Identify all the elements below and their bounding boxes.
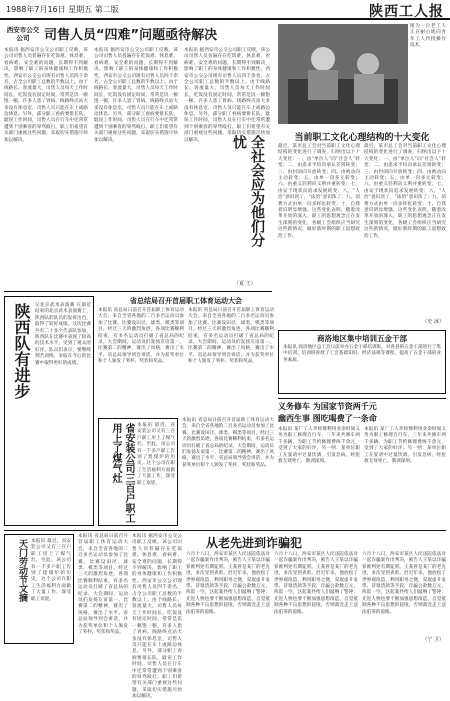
right-lower-body-col2: 本报讯 某厂工人李师傅利用业余时间义务为职工修理自行车，三年来共修车两千多辆，为职工节约修理费两千余元，受到了大家的好评。另一则：某单位职工在宴请中过量饮酒，引发急病，经抢救无效死亡，教训深刻。: [364, 427, 446, 465]
right-lower-news: [278, 398, 446, 526]
left-feature-body: 记北京武术表演赛 在最近结束的北京武术表演赛上，陕西队的队员们发挥出色，取得了较好成绩。这次比赛共有二十多个代表队参加，陕西队在比赛中表现了较高的技术水平，受到了观众的好评。队员们表示，要继续刻苦训练，争取在今后的比赛中取得更好的成绩。: [35, 303, 91, 366]
workers-photo: [278, 24, 408, 124]
gas-stove-body: 本报讯 最近，省安装公司又有三百户职工用上了煤气灶，至此，该公司有一千多户职工告别了烧煤炉的历史。这个公司在职工生活福利方面做了大量工作，深受职工欢迎。: [137, 423, 175, 486]
bottom-caption: （宁 卫）: [422, 637, 444, 643]
lead-headline: 司售人员“四难”问题亟待解决: [44, 28, 218, 43]
bottom-headline: 从老先进到诈骗犯: [206, 536, 303, 550]
right-lower-subheadline: 幽西生事 图吃喝费了一条命: [278, 414, 377, 423]
bottom-mid-col2: 本报讯 据西安市公交公司职工反映，该公司司售人员普遍存在吃饭难、休息难、看病难、安全难的问题，长期得不到解决，影响了职工的身体健康和工作积极性。西安市公交公司现有司售人员四千余名，占全公司职工总数的半数以上。由于线路长、客流量大，司售人员每天工作时间长，吃饭没有固定时间，常常是饥一顿饱一顿，许多人患了胃病。线路终点站大多没有休息室，司售人员只能在车上或路边休息。另外，部分职工看病要排长队，耽误工作时间，司售人员在行车中还常常遭到个别乘客的辱骂殴打。职工们希望有关部门重视这些问题，采取切实措施尽快加以解决。: [132, 534, 182, 700]
training-headline: 商洛地区集中培训五金干部: [317, 334, 407, 343]
culture-caption: （史 冰）: [422, 319, 444, 325]
training-body: 本报讯 商洛地区总工会日前举办五金干部培训班，对各县的五金干部进行了集中培训。培训班讲授了工会基础知识、经济法规等课程，提高了五金干部的业务素质。: [283, 345, 441, 363]
masthead: [0, 0, 450, 20]
lead-kicker: 西安市公交公司: [6, 26, 40, 42]
left-feature-title: 陕西队有进步: [12, 303, 31, 399]
training-news-box: [278, 330, 446, 394]
lead-body-col3: 本报讯 据西安市公交公司职工反映，该公司司售人员普遍存在吃饭难、休息难、看病难、安全难的问题，长期得不到解决，影响了职工的身体健康和工作积极性。西安市公交公司现有司售人员四千余名，占全公司职工总数的半数以上。由于线路长、客流量大，司售人员每天工作时间长，吃饭没有固定时间，常常是饥一顿饱一顿，许多人患了胃病。线路终点站大多没有休息室，司售人员只能在车上或路边休息。另外，部分职工看病要排长队，耽误工作时间，司售人员在行车中还常常遭到个别乘客的辱骂殴打。职工们希望有关部门重视这些问题，采取切实措施尽快加以解决。: [184, 48, 270, 143]
culture-article: [278, 130, 446, 326]
lead-caption: （夏 王）: [234, 281, 256, 287]
digest-stamp: [4, 534, 74, 644]
bottom-mid-col1: 本报讯 省总局日前召开首届职工体育运动大会，来自全省各地的二百多名运动员参加了比赛。比赛设田径、球类、棋类等项目。经过三天的激烈角逐，各项比赛顺利结束，有多名运动员打破了省总局的纪录。大会期间，运动员们发扬友谊第一、比赛第二的精神，赛出了风格，赛出了水平。省总局领导到会讲话，并为获奖单位和个人颁发了奖杯、奖状和奖品。: [78, 534, 128, 636]
digest-stamp-body: 本报讯 最近，省安装公司又有三百户职工用上了煤气灶，至此，该公司有一千多户职工告别了烧煤炉的历史。这个公司在职工生活福利方面做了大量工作，深受职工欢迎。: [31, 539, 71, 602]
mid-news-body: 本报讯 省总局日前召开首届职工体育运动大会，来自全省各地的二百多名运动员参加了比赛。比赛设田径、球类、棋类等项目。经过三天的激烈角逐，各项比赛顺利结束，有多名运动员打破了省总局的纪录。大会期间，运动员们发扬友谊第一、比赛第二的精神，赛出了风格，赛出了水平。省总局领导到会讲话，并为获奖单位和个人颁发了奖杯、奖状和奖品。: [182, 418, 274, 468]
column-title: 全社会应为他们分忧: [231, 135, 265, 247]
newspaper-name: 陕西工人报: [369, 4, 444, 20]
sports-body-col2: 本报讯 省总局日前召开首届职工体育运动大会，来自全省各地的二百多名运动员参加了比赛。比赛设田径、球类、棋类等项目。经过三天的激烈角逐，各项比赛顺利结束，有多名运动员打破了省总局的纪录。大会期间，运动员们发扬友谊第一、比赛第二的精神，赛出了风格，赛出了水平。省总局领导到会讲话，并为获奖单位和个人颁发了奖杯、奖状和奖品。: [188, 308, 274, 365]
sports-headline: 省总结局召开首届职工体育运动大会: [130, 297, 242, 305]
workers-photo-image: [278, 24, 408, 124]
right-lower-body-col1: 本报讯 某厂工人李师傅利用业余时间义务为职工修理自行车，三年来共修车两千多辆，为职工节约修理费两千余元，受到了大家的好评。另一则：某单位职工在宴请中过量饮酒，引发急病，经抢救无效死亡，教训深刻。: [278, 427, 360, 465]
bottom-body-col1: 六月十八日，西安市某区人民法院依法对一起诈骗案作出判决，被告人王某以诈骗罪被判处有期徒刑。王某曾是某厂的老先进，多次受到表彰。但近年来，他放松了世界观改造，利用职务之便，采取虚开发票、冒领货款等手段，诈骗公款数万元，挥霍一空。这起案件给人们敲响了警钟：先进人物也要不断加强思想改造，自觉抵制各种不良思想的侵蚀，否则就会走上违法犯罪的道路。: [186, 552, 270, 615]
photo-side-text: 图为一位老工人正在耐心地向青年工人传授操作技术。: [410, 24, 446, 49]
bottom-feature: [186, 534, 446, 644]
right-lower-headline: 义务修车 为国家节资两千元: [278, 402, 377, 411]
sports-body-col1: 本报讯 省总局日前召开首届职工体育运动大会，来自全省各地的二百多名运动员参加了比赛。比赛设田径、球类、棋类等项目。经过三天的激烈角逐，各项比赛顺利结束，有多名运动员打破了省总局的纪录。大会期间，运动员们发扬友谊第一、比赛第二的精神，赛出了风格，赛出了水平。省总局领导到会讲话，并为获奖单位和个人颁发了奖杯、奖状和奖品。: [98, 308, 184, 365]
gas-stove-news: [98, 418, 178, 526]
lead-body-col1: 本报讯 据西安市公交公司职工反映，该公司司售人员普遍存在吃饭难、休息难、看病难、安全难的问题，长期得不到解决，影响了职工的身体健康和工作积极性。西安市公交公司现有司售人员四千余名，占全公司职工总数的半数以上。由于线路长、客流量大，司售人员每天工作时间长，吃饭没有固定时间，常常是饥一顿饱一顿，许多人患了胃病。线路终点站大多没有休息室，司售人员只能在车上或路边休息。另外，部分职工看病要排长队，耽误工作时间，司售人员在行车中还常常遭到个别乘客的辱骂殴打。职工们希望有关部门重视这些问题，采取切实措施尽快加以解决。: [4, 48, 88, 143]
culture-body-col1: 最近，某市总工会对当前职工文化心理结构的变化进行了调查，归纳出以下十大变化：一、由“单位人”向“社会人”转变；二、由追求平均向承认差别转变；三、由封闭向开放转变；四、由被动向主动转变；五、由单一向多元转变；六、由重义轻利向义利并重转变；七、由安于现状向追求发展转变；八、“人治”意识淡了，“法治”意识浓了；九、消费方式由单一向多样化转变；十、自我意识明显增强。这些变化表明，随着改革开放的深入，职工的思想观念正在发生深刻的变化，各级工会组织应当研究这些新情况，做好新时期的职工思想政治工作。: [278, 144, 360, 239]
issue-date: 1988年7月16日 星期五 第二版: [6, 5, 119, 14]
bottom-body-col3: 六月十八日，西安市某区人民法院依法对一起诈骗案作出判决，被告人王某以诈骗罪被判处有期徒刑。王某曾是某厂的老先进，多次受到表彰。但近年来，他放松了世界观改造，利用职务之便，采取虚开发票、冒领货款等手段，诈骗公款数万元，挥霍一空。这起案件给人们敲响了警钟：先进人物也要不断加强思想改造，自觉抵制各种不良思想的侵蚀，否则就会走上违法犯罪的道路。: [362, 552, 446, 615]
lead-body-col2: 本报讯 据西安市公交公司职工反映，该公司司售人员普遍存在吃饭难、休息难、看病难、安全难的问题，长期得不到解决，影响了职工的身体健康和工作积极性。西安市公交公司现有司售人员四千余名，占全公司职工总数的半数以上。由于线路长、客流量大，司售人员每天工作时间长，吃饭没有固定时间，常常是饥一顿饱一顿，许多人患了胃病。线路终点站大多没有休息室，司售人员只能在车上或路边休息。另外，部分职工看病要排长队，耽误工作时间，司售人员在行车中还常常遭到个别乘客的辱骂殴打。职工们希望有关部门重视这些问题，采取切实措施尽快加以解决。: [94, 48, 178, 143]
digest-stamp-title: 天门劳动节文摘: [17, 539, 27, 602]
section-divider: [4, 530, 446, 531]
bottom-body-col2: 六月十八日，西安市某区人民法院依法对一起诈骗案作出判决，被告人王某以诈骗罪被判处有期徒刑。王某曾是某厂的老先进，多次受到表彰。但近年来，他放松了世界观改造，利用职务之便，采取虚开发票、冒领货款等手段，诈骗公款数万元，挥霍一空。这起案件给人们敲响了警钟：先进人物也要不断加强思想改造，自觉抵制各种不良思想的侵蚀，否则就会走上违法犯罪的道路。: [274, 552, 358, 615]
culture-body-col2: 最近，某市总工会对当前职工文化心理结构的变化进行了调查，归纳出以下十大变化：一、由“单位人”向“社会人”转变；二、由追求平均向承认差别转变；三、由封闭向开放转变；四、由被动向主动转变；五、由单一向多元转变；六、由重义轻利向义利并重转变；七、由安于现状向追求发展转变；八、“人治”意识淡了，“法治”意识浓了；九、消费方式由单一向多样化转变；十、自我意识明显增强。这些变化表明，随着改革开放的深入，职工的思想观念正在发生深刻的变化，各级工会组织应当研究这些新情况，做好新时期的职工思想政治工作。: [364, 144, 446, 239]
left-feature-box: [4, 296, 94, 526]
culture-headline: 当前职工文化心理结构的十大变化: [294, 133, 430, 143]
sports-article: [98, 296, 274, 412]
gas-stove-title: 省安装公司三百户职工用上了煤气灶: [110, 423, 134, 523]
